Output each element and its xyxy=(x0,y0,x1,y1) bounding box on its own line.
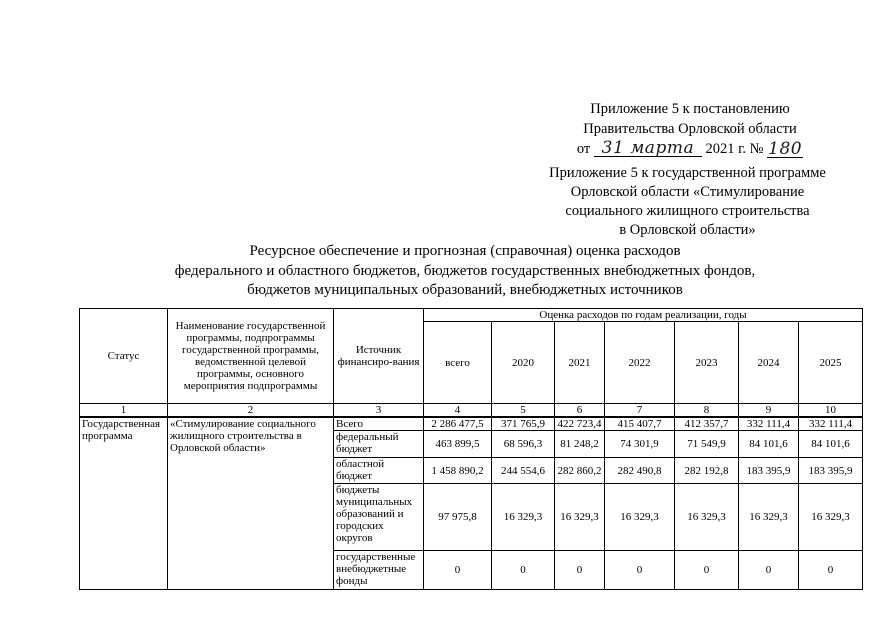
year-header-2022: 2022 xyxy=(605,322,675,404)
value-cell: 84 101,6 xyxy=(799,431,863,458)
column-number: 8 xyxy=(675,404,739,418)
document-title xyxy=(150,242,780,301)
source-cell: государственные внебюджетные фонды xyxy=(334,551,424,590)
title-line-2: федерального и областного бюджетов, бюджетов государственных внебюджетных фондов, xyxy=(174,262,756,279)
header-year-number-label: 2021 г. № xyxy=(705,141,764,157)
year-header-2024: 2024 xyxy=(739,322,799,404)
value-cell: 183 395,9 xyxy=(799,458,863,484)
resource-table xyxy=(79,308,863,590)
value-cell: 74 301,9 xyxy=(605,431,675,458)
header-prefix: от xyxy=(576,141,591,157)
value-cell: 2 286 477,5 xyxy=(424,417,492,431)
value-cell: 0 xyxy=(675,551,739,590)
year-header-2020: 2020 xyxy=(492,322,555,404)
col-source-header: Источник финансиро-вания xyxy=(334,309,424,404)
subheader-line-3: социального жилищного строительства xyxy=(565,203,810,219)
column-number: 9 xyxy=(739,404,799,418)
year-header-total: всего xyxy=(424,322,492,404)
document-subheader xyxy=(530,164,845,240)
value-cell: 415 407,7 xyxy=(605,417,675,431)
source-cell: Всего xyxy=(334,417,424,431)
value-cell: 68 596,3 xyxy=(492,431,555,458)
value-cell: 71 549,9 xyxy=(675,431,739,458)
status-cell: Государственная программа xyxy=(80,417,168,590)
col-name-header: Наименование государственной программы, подпрограммы государственной программы, ведомственной целевой программы, основного мероприятия подпрограммы xyxy=(168,309,334,404)
col-status-header: Статус xyxy=(80,309,168,404)
value-cell: 16 329,3 xyxy=(605,484,675,551)
column-number-row xyxy=(80,404,863,418)
value-cell: 244 554,6 xyxy=(492,458,555,484)
value-cell: 282 860,2 xyxy=(555,458,605,484)
year-header-2023: 2023 xyxy=(675,322,739,404)
value-cell: 1 458 890,2 xyxy=(424,458,492,484)
value-cell: 183 395,9 xyxy=(739,458,799,484)
column-number: 2 xyxy=(168,404,334,418)
column-number: 10 xyxy=(799,404,863,418)
value-cell: 84 101,6 xyxy=(739,431,799,458)
value-cell: 422 723,4 xyxy=(555,417,605,431)
source-cell: областной бюджет xyxy=(334,458,424,484)
program-name-cell: «Стимулирование социального жилищного строительства в Орловской области» xyxy=(168,417,334,590)
subheader-line-4: в Орловской области» xyxy=(619,222,756,238)
value-cell: 0 xyxy=(605,551,675,590)
col-estimate-header: Оценка расходов по годам реализации, годы xyxy=(424,309,863,322)
header-line-2: Правительства Орловской области xyxy=(583,121,797,137)
table-row xyxy=(80,417,863,431)
column-number: 7 xyxy=(605,404,675,418)
value-cell: 16 329,3 xyxy=(492,484,555,551)
title-line-3: бюджетов муниципальных образований, внебюджетных источников xyxy=(247,282,683,298)
handwritten-date: 31 марта xyxy=(594,140,702,157)
year-header-2021: 2021 xyxy=(555,322,605,404)
value-cell: 0 xyxy=(424,551,492,590)
source-cell: бюджеты муниципальных образований и городских округов xyxy=(334,484,424,551)
subheader-line-2: Орловской области «Стимулирование xyxy=(570,184,805,200)
value-cell: 97 975,8 xyxy=(424,484,492,551)
column-number: 5 xyxy=(492,404,555,418)
value-cell: 282 490,8 xyxy=(605,458,675,484)
value-cell: 0 xyxy=(739,551,799,590)
year-header-2025: 2025 xyxy=(799,322,863,404)
value-cell: 81 248,2 xyxy=(555,431,605,458)
column-number: 3 xyxy=(334,404,424,418)
value-cell: 463 899,5 xyxy=(424,431,492,458)
value-cell: 0 xyxy=(492,551,555,590)
header-line-3 xyxy=(555,139,825,159)
value-cell: 332 111,4 xyxy=(799,417,863,431)
value-cell: 412 357,7 xyxy=(675,417,739,431)
value-cell: 371 765,9 xyxy=(492,417,555,431)
value-cell: 332 111,4 xyxy=(739,417,799,431)
title-line-1: Ресурсное обеспечение и прогнозная (справочная) оценка расходов xyxy=(249,243,681,259)
value-cell: 282 192,8 xyxy=(675,458,739,484)
value-cell: 0 xyxy=(799,551,863,590)
document-header xyxy=(555,99,825,159)
value-cell: 16 329,3 xyxy=(555,484,605,551)
column-number: 6 xyxy=(555,404,605,418)
column-number: 4 xyxy=(424,404,492,418)
value-cell: 16 329,3 xyxy=(675,484,739,551)
value-cell: 0 xyxy=(555,551,605,590)
value-cell: 16 329,3 xyxy=(739,484,799,551)
column-number: 1 xyxy=(80,404,168,418)
subheader-line-1: Приложение 5 к государственной программе xyxy=(549,165,826,181)
header-line-1: Приложение 5 к постановлению xyxy=(590,101,790,117)
value-cell: 16 329,3 xyxy=(799,484,863,551)
source-cell: федеральный бюджет xyxy=(334,431,424,458)
handwritten-number: 180 xyxy=(768,139,803,160)
